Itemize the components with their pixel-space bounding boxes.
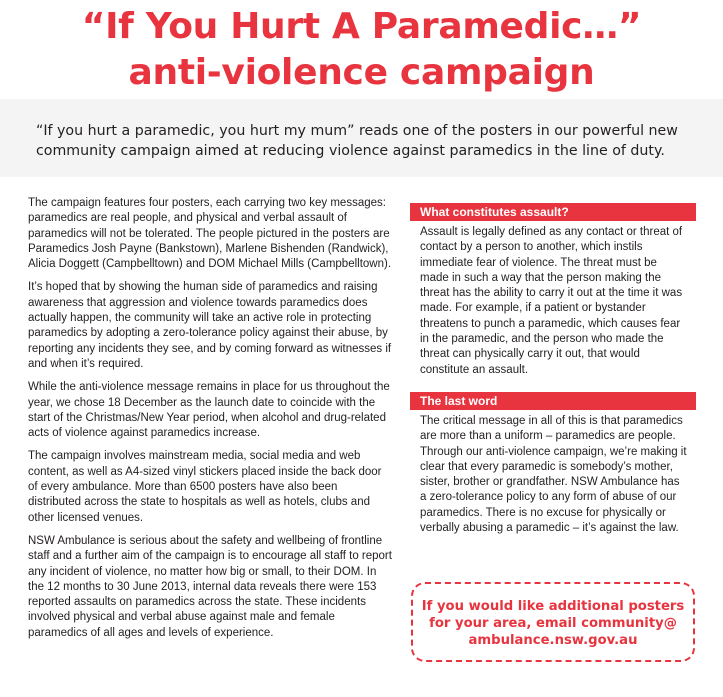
callout-line-1: If you would like additional posters — [421, 599, 685, 614]
poster-request-callout — [411, 582, 695, 662]
main-column — [28, 196, 393, 649]
intro-text — [36, 121, 696, 161]
body-paragraph: NSW Ambulance is serious about the safety and wellbeing of frontline staff and a further aim of the campaign is to encourage all staff to report any incident of violence, no matter how big or small, to their DOM. In the 12 months to 30 June 2013, internal data reveals there were 153 reported assaults on paramedics across the state. These incidents involved physical and verbal abuse against male and female paramedics of all ages and levels of experience. — [28, 534, 392, 639]
sidebar-column — [410, 203, 696, 544]
article-title — [0, 4, 723, 96]
callout-line-2: for your area, email community@ — [429, 616, 677, 631]
body-paragraph: While the anti-violence message remains in place for us throughout the year, we chose 18 December as the launch date to coincide with the start of the Christmas/New Year period, when alcohol and drug-related acts of violence against paramedics increase. — [28, 381, 390, 440]
intro-line-2: community campaign aimed at reducing violence against paramedics in the line of duty. — [36, 143, 665, 159]
body-paragraph: The campaign involves mainstream media, social media and web content, as well as A4-sized vinyl stickers placed inside the back door of every ambulance. More than 6500 posters have also been distributed across the state to hospitals as well as hotels, clubs and other licensed venues. — [28, 450, 382, 524]
title-line-1: “If You Hurt A Paramedic…” — [81, 6, 642, 47]
callout-text — [413, 598, 693, 649]
assault-heading: What constitutes assault? — [410, 203, 696, 221]
intro-line-1: “If you hurt a paramedic, you hurt my mum” reads one of the posters in our powerful new — [36, 123, 678, 139]
title-line-2: anti-violence campaign — [128, 52, 595, 93]
body-paragraph: The campaign features four posters, each carrying two key messages: paramedics are real people, and physical and verbal assault of paramedics will not be tolerated. The people pictured in the posters are Paramedics Josh Payne (Bankstown), Marlene Bishenden (Randwick), Alicia Doggett (Campbelltown) and DOM Michael Mills (Campbelltown). — [28, 197, 392, 271]
body-paragraph: It’s hoped that by showing the human side of paramedics and raising awareness that aggression and violence towards paramedics does actually happen, the community will take an active role in protecting paramedics by adopting a zero-tolerance policy against their abuse, by reporting any incidents they see, and by coming forward as witnesses if and when it’s required. — [28, 281, 392, 370]
last-word-heading: The last word — [410, 392, 696, 410]
last-word-text: The critical message in all of this is that paramedics are more than a uniform – paramedics are people. Through our anti-violence campaign, we’re making it clear that every paramedic is somebody’s mother, sister, brother or grandfather. NSW Ambulance has a zero-tolerance policy to any form of abuse of our paramedics. There is no excuse for physically or verbally abusing a paramedic – it’s against the law. — [420, 414, 687, 535]
callout-line-3: ambulance.nsw.gov.au — [468, 633, 638, 648]
assault-text: Assault is legally defined as any contact or threat of contact by a person to another, which instils immediate fear of violence. The threat must be made in such a way that the person making the threat has the ability to carry it out at the time it was made. For example, if a patient or bystander threatens to punch a paramedic, which causes fear in the paramedic, and the person who made the threat can physically carry it out, that would constitute an assault. — [420, 226, 683, 376]
